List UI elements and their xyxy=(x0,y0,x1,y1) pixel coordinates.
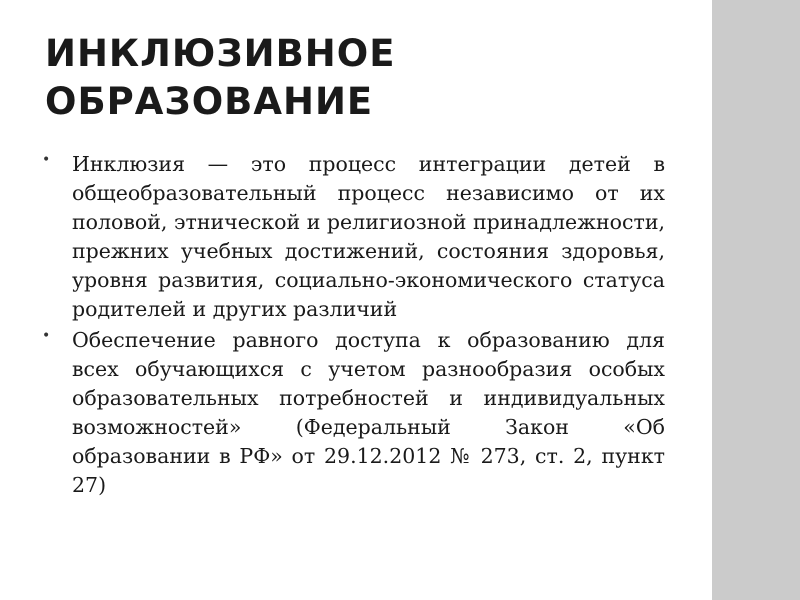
bullet-text-inclusion: Инклюзия — это процесс интеграции детей в общеобразовательный процесс независимо от их половой, этнической и религиозной принадлежности, прежних учебных достижений, состояния здоровья, уровня развития, социально-экономического статуса родителей и других различий xyxy=(72,152,665,321)
bullet-item-equal-access xyxy=(40,326,665,500)
bullet-text-equal-access: Обеспечение равного доступа к образованию для всех обучающихся с учетом разнообразия особых образовательных потребностей и индивидуальных возможностей» (Федеральный Закон «Об образовании в РФ» от 29.12.2012 № 273, ст. 2, пункт 27) xyxy=(72,328,665,497)
bullet-item-inclusion xyxy=(40,150,665,324)
slide-title-line-1: ИНКЛЮЗИВНОЕ xyxy=(45,32,396,75)
slide-title-line-2: ОБРАЗОВАНИЕ xyxy=(45,80,374,123)
bullet-list xyxy=(40,150,665,502)
side-band xyxy=(712,0,800,600)
slide-title xyxy=(45,30,685,126)
bullet-marker-icon: • xyxy=(42,152,51,168)
bullet-marker-icon: • xyxy=(42,328,51,344)
